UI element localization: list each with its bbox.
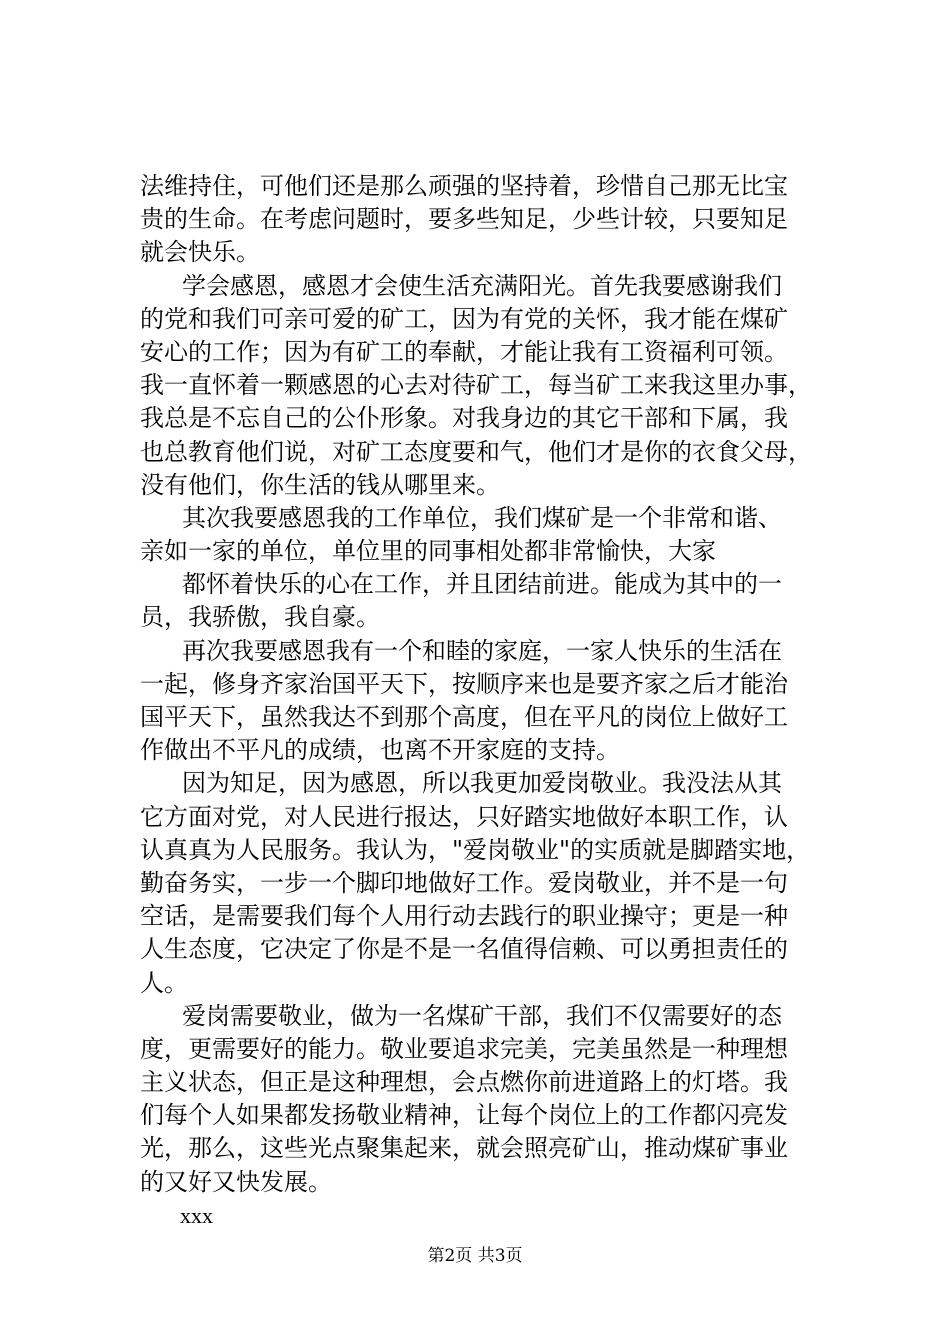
- text-line: 员，我骄傲，我自豪。: [140, 603, 380, 632]
- text-line: 我一直怀着一颗感恩的心去对待矿工，每当矿工来我这里办事，: [140, 371, 812, 400]
- text-line: 人。: [140, 968, 188, 997]
- text-line: 我总是不忘自己的公仆形象。对我身边的其它干部和下属，我: [140, 404, 788, 433]
- text-line: 空话，是需要我们每个人用行动去践行的职业操守；更是一种: [140, 902, 788, 931]
- text-line: 的又好又快发展。: [140, 1167, 332, 1196]
- text-line: 亲如一家的单位，单位里的同事相处都非常愉快，大家: [140, 537, 716, 566]
- page-footer: [0, 1244, 950, 1268]
- text-line: 主义状态，但正是这种理想，会点燃你前进道路上的灯塔。我: [140, 1068, 788, 1097]
- paragraph-start-line: 学会感恩，感恩才会使生活充满阳光。首先我要感谢我们: [182, 271, 782, 300]
- paragraph-start-line: 都怀着快乐的心在工作，并且团结前进。能成为其中的一: [182, 570, 782, 599]
- text-line: 也总教育他们说，对矿工态度要和气，他们才是你的衣食父母，: [140, 437, 812, 466]
- text-line: 的党和我们可亲可爱的矿工，因为有党的关怀，我才能在煤矿: [140, 304, 788, 333]
- text-line: 法维持住，可他们还是那么顽强的坚持着，珍惜自己那无比宝: [140, 172, 788, 200]
- text-line: 光，那么，这些光点聚集起来，就会照亮矿山，推动煤矿事业: [140, 1134, 788, 1163]
- text-line: 一起，修身齐家治国平天下，按顺序来也是要齐家之后才能治: [140, 669, 788, 698]
- text-line: 度，更需要好的能力。敬业要追求完美，完美虽然是一种理想: [140, 1034, 788, 1063]
- text-line: 没有他们，你生活的钱从哪里来。: [140, 470, 500, 499]
- paragraph-start-line: 其次我要感恩我的工作单位，我们煤矿是一个非常和谐、: [182, 503, 782, 532]
- paragraph-start-line: 爱岗需要敬业，做为一名煤矿干部，我们不仅需要好的态: [182, 1001, 782, 1030]
- text-line: 就会快乐。: [140, 238, 260, 267]
- paragraph-start-line: 再次我要感恩我有一个和睦的家庭，一家人快乐的生活在: [182, 636, 782, 665]
- paragraph-start-line: 因为知足，因为感恩，所以我更加爱岗敬业。我没法从其: [182, 769, 782, 798]
- text-line: 人生态度，它决定了你是不是一名值得信赖、可以勇担责任的: [140, 935, 788, 964]
- text-line: 安心的工作；因为有矿工的奉献，才能让我有工资福利可领。: [140, 337, 788, 366]
- text-line: 认真真为人民服务。我认为，"爱岗敬业"的实质就是脚踏实地，: [140, 835, 811, 864]
- text-line: 国平天下，虽然我达不到那个高度，但在平凡的岗位上做好工: [140, 703, 788, 731]
- text-line: 贵的生命。在考虑问题时，要多些知足，少些计较，只要知足: [140, 205, 788, 234]
- text-line: 作做出不平凡的成绩，也离不开家庭的支持。: [140, 736, 620, 765]
- signature: xxx: [180, 1202, 213, 1228]
- text-line: 它方面对党，对人民进行报达，只好踏实地做好本职工作，认: [140, 802, 788, 831]
- text-line: 们每个人如果都发扬敬业精神，让每个岗位上的工作都闪亮发: [140, 1101, 788, 1130]
- page-indicator: 第2页 共3页: [427, 1246, 523, 1266]
- text-line: 勤奋务实，一步一个脚印地做好工作。爱岗敬业，并不是一句: [140, 868, 788, 897]
- document-body: [140, 170, 810, 1232]
